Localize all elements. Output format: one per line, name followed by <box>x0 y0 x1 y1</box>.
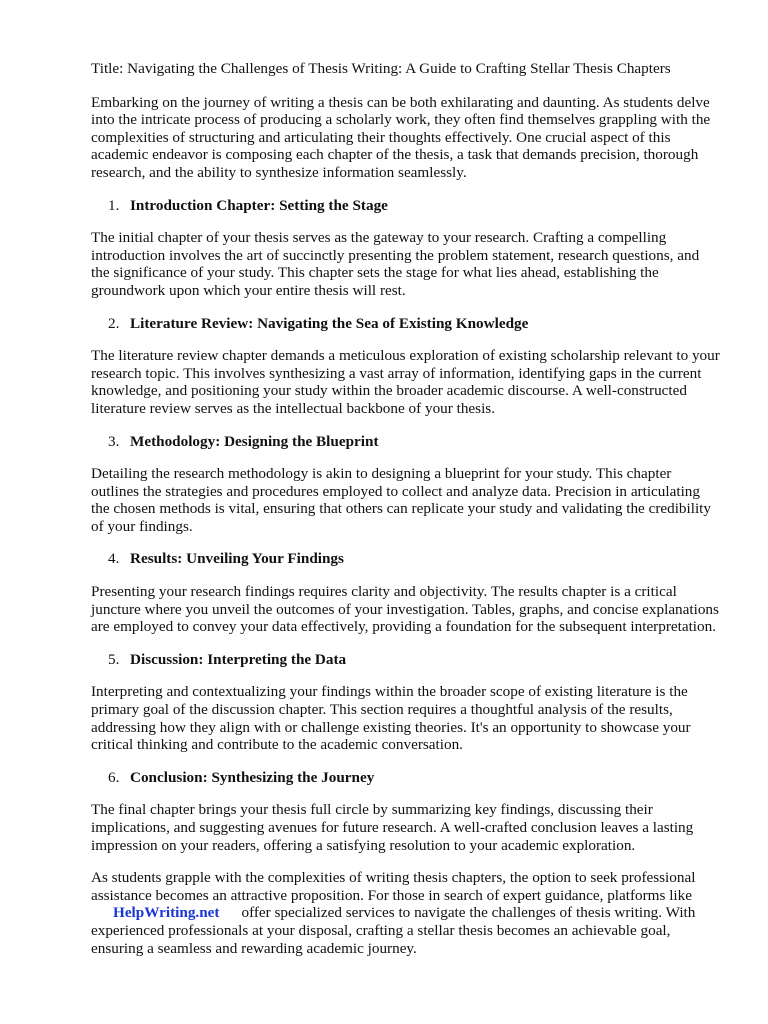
section-body-5: Interpreting and contextualizing your findings within the broader scope of existing literature is the primary goal of the discussion chapter. This section requires a thoughtful analysis of the results, addressing how they align with or challenge existing theories. It's an opportunity to showcase your critical thinking and contribute to the academic conversation. <box>91 683 691 754</box>
closing-line: experienced professionals at your disposal, crafting a stellar thesis becomes an achievable goal, <box>91 921 671 939</box>
closing-line-with-link <box>91 904 721 922</box>
section-heading-5 <box>91 651 721 669</box>
section-number: 5. <box>108 650 120 668</box>
section-body-2: The literature review chapter demands a meticulous exploration of existing scholarship relevant to your research topic. This involves synthesizing a vast array of information, identifying gaps in the current knowledge, and positioning your study within the broader academic discourse. A well-constructed literature review serves as the intellectual backbone of your thesis. <box>91 347 720 417</box>
section-title: Introduction Chapter: Setting the Stage <box>130 196 388 214</box>
document-title: Title: Navigating the Challenges of Thesis Writing: A Guide to Crafting Stellar Thesis Chapters <box>91 60 671 77</box>
section-title: Methodology: Designing the Blueprint <box>130 432 379 450</box>
closing-line: ensuring a seamless and rewarding academic journey. <box>91 939 417 957</box>
section-heading-3 <box>91 433 721 451</box>
section-heading-6 <box>91 769 721 787</box>
intro-paragraph: Embarking on the journey of writing a thesis can be both exhilarating and daunting. As students delve into the intricate process of producing a scholarly work, they often find themselves grappling with the complexities of structuring and articulating their thoughts effectively. One crucial aspect of this academic endeavor is composing each chapter of the thesis, a task that demands precision, thorough research, and the ability to synthesize information seamlessly. <box>91 93 711 181</box>
section-body-6: The final chapter brings your thesis full circle by summarizing key findings, discussing their implications, and suggesting avenues for future research. A well-crafted conclusion leaves a lasting impression on your readers, offering a satisfying resolution to your academic exploration. <box>91 801 694 854</box>
document-page <box>91 60 721 972</box>
section-body-4: Presenting your research findings requires clarity and objectivity. The results chapter is a critical juncture where you unveil the outcomes of your investigation. Tables, graphs, and concise explanations are employed to convey your data effectively, providing a foundation for the subsequent interpretation. <box>91 583 719 636</box>
section-title: Discussion: Interpreting the Data <box>130 650 347 668</box>
section-title: Conclusion: Synthesizing the Journey <box>130 768 375 786</box>
closing-line: As students grapple with the complexities of writing thesis chapters, the option to seek professional <box>91 869 696 887</box>
section-heading-1 <box>91 197 721 215</box>
closing-line-text: offer specialized services to navigate the challenges of thesis writing. With <box>241 904 696 922</box>
section-heading-4 <box>91 550 721 568</box>
section-body-3: Detailing the research methodology is akin to designing a blueprint for your study. This chapter outlines the strategies and procedures employed to collect and analyze data. Precision in articulating the chosen methods is vital, ensuring that others can replicate your study and validating the credibility of your findings. <box>91 465 711 535</box>
section-number: 1. <box>108 196 120 214</box>
helpwriting-link[interactable]: HelpWriting.net <box>113 904 220 922</box>
section-number: 3. <box>108 432 120 450</box>
closing-paragraph <box>91 869 721 957</box>
closing-line: assistance becomes an attractive proposition. For those in search of expert guidance, platforms like <box>91 886 692 904</box>
section-number: 4. <box>108 550 120 568</box>
section-number: 2. <box>108 314 120 332</box>
section-title: Results: Unveiling Your Findings <box>130 550 344 568</box>
section-number: 6. <box>108 768 120 786</box>
section-heading-2 <box>91 315 721 333</box>
section-body-1: The initial chapter of your thesis serves as the gateway to your research. Crafting a compelling introduction involves the art of succinctly presenting the problem statement, research questions, and the significance of your study. This chapter sets the stage for what lies ahead, establishing the groundwork upon which your entire thesis will rest. <box>91 229 700 299</box>
section-title: Literature Review: Navigating the Sea of Existing Knowledge <box>130 314 529 332</box>
